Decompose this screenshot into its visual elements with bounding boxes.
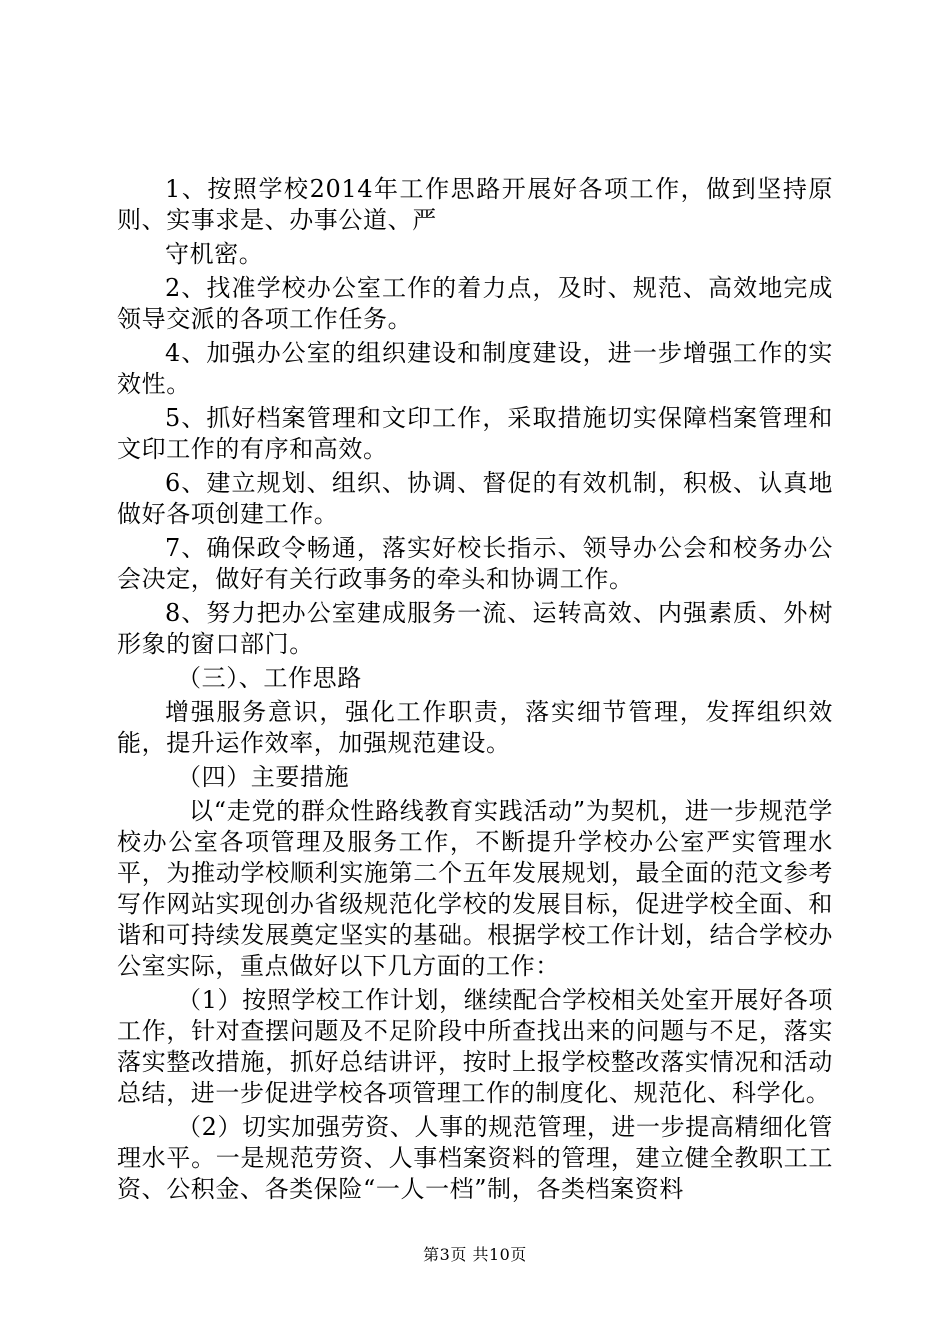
paragraph-item-8: 8、努力把办公室建成服务一流、运转高效、内强素质、外树形象的窗口部门。 — [117, 599, 833, 658]
paragraph-item-6: 6、建立规划、组织、协调、督促的有效机制，积极、认真地做好各项创建工作。 — [117, 469, 833, 528]
paragraph-main-measures: 以“走党的群众性路线教育实践活动”为契机，进一步规范学校办公室各项管理及服务工作，不断提升学校办公室严实管理水平，为推动学校顺利实施第二个五年发展规划，最全面的范文参考写作网站实现创办省级规范化学校的发展目标，促进学校全面、和谐和可持续发展奠定坚实的基础。根据学校工作计划，结合学校办公室实际，重点做好以下几方面的工作： — [117, 797, 833, 980]
paragraph-item-2: 2、找准学校办公室工作的着力点，及时、规范、高效地完成领导交派的各项工作任务。 — [117, 274, 833, 333]
paragraph-work-approach: 增强服务意识，强化工作职责，落实细节管理，发挥组织效能，提升运作效率，加强规范建设。 — [117, 698, 833, 757]
section-heading-4: （四）主要措施 — [177, 763, 350, 791]
document-body — [117, 174, 833, 1208]
page-number: 第3页 共10页 — [423, 1245, 527, 1264]
paragraph-item-1-continued: 守机密。 — [165, 240, 264, 268]
paragraph-measure-2: （2）切实加强劳资、人事的规范管理，进一步提高精细化管理水平。一是规范劳资、人事档案资料的管理，建立健全教职工工资、公积金、各类保险“一人一档”制，各类档案资料 — [117, 1113, 833, 1203]
section-heading-3: （三）、工作思路 — [177, 664, 362, 692]
paragraph-measure-1: （1）按照学校工作计划，继续配合学校相关处室开展好各项工作，针对查摆问题及不足阶段中所查找出来的问题与不足，落实落实整改措施，抓好总结讲评，按时上报学校整改落实情况和活动总结，进一步促进学校各项管理工作的制度化、规范化、科学化。 — [117, 986, 833, 1107]
paragraph-item-5: 5、抓好档案管理和文印工作，采取措施切实保障档案管理和文印工作的有序和高效。 — [117, 404, 833, 463]
paragraph-item-7: 7、确保政令畅通，落实好校长指示、领导办公会和校务办公会决定，做好有关行政事务的牵头和协调工作。 — [117, 534, 833, 593]
paragraph-item-1: 1、按照学校2014年工作思路开展好各项工作，做到坚持原则、实事求是、办事公道、严 — [117, 175, 833, 234]
paragraph-item-4: 4、加强办公室的组织建设和制度建设，进一步增强工作的实效性。 — [117, 339, 833, 398]
